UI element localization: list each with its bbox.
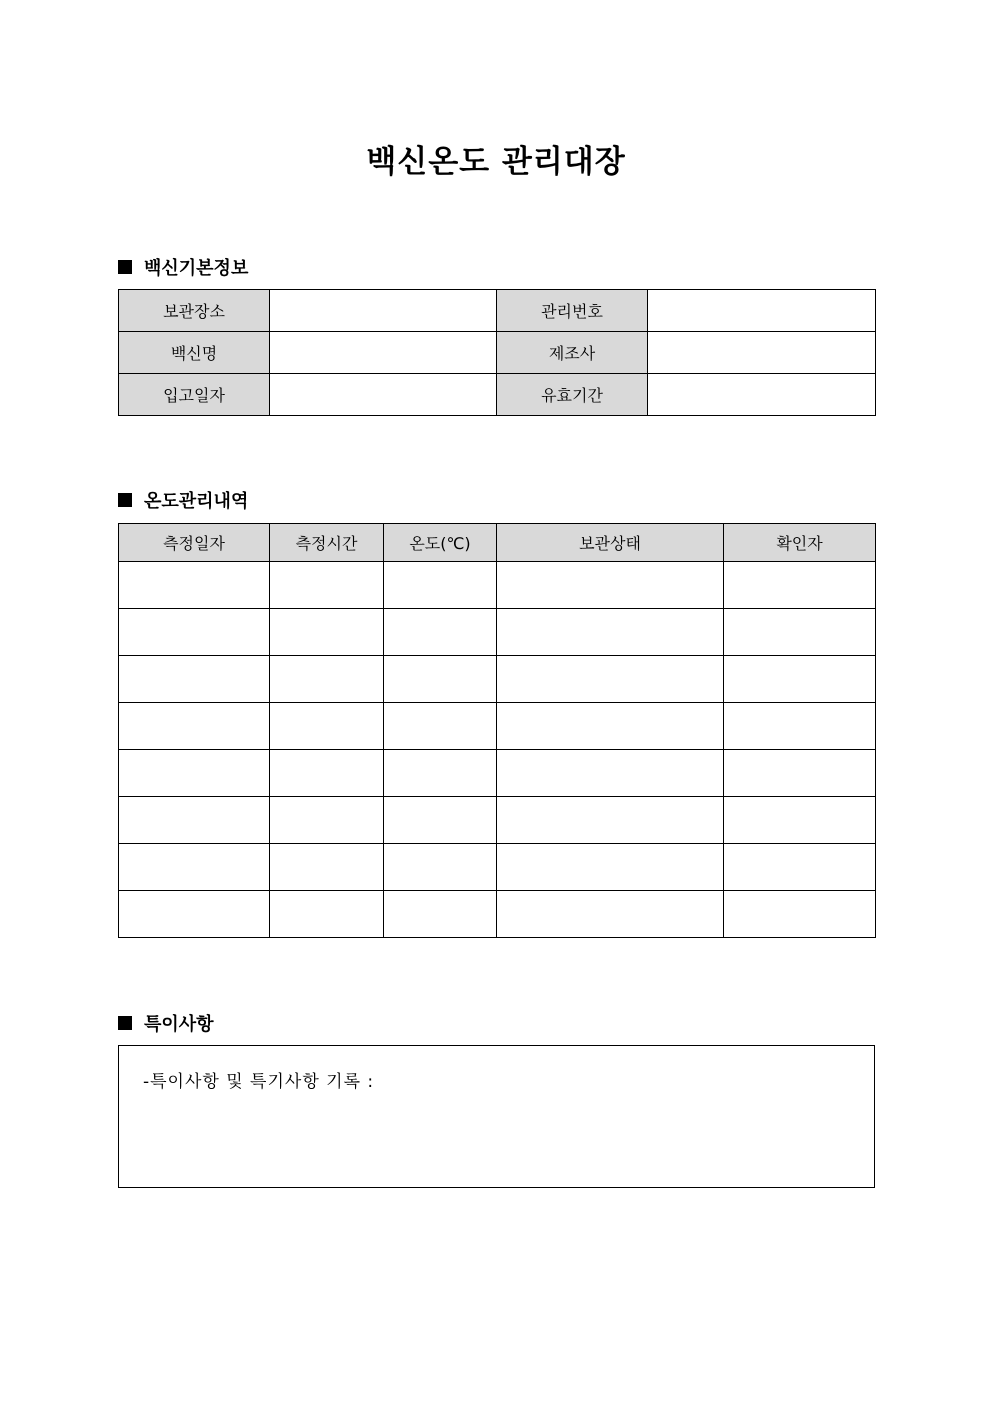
- table-cell[interactable]: [497, 609, 724, 656]
- label-cell: 관리번호: [497, 290, 648, 332]
- table-cell[interactable]: [497, 797, 724, 844]
- table-row: [119, 703, 876, 750]
- table-cell[interactable]: [119, 562, 270, 609]
- table-cell[interactable]: [384, 891, 497, 938]
- black-square-icon: [118, 1016, 132, 1030]
- table-row: [119, 562, 876, 609]
- table-cell[interactable]: [724, 703, 876, 750]
- label-cell: 입고일자: [119, 374, 270, 416]
- table-cell[interactable]: [497, 844, 724, 891]
- table-cell[interactable]: [384, 609, 497, 656]
- table-row: [119, 609, 876, 656]
- basic-info-table: [118, 289, 876, 416]
- remarks-text: -특이사항 및 특기사항 기록 :: [143, 1072, 375, 1092]
- table-cell[interactable]: [119, 703, 270, 750]
- table-cell[interactable]: [270, 750, 384, 797]
- label-cell: 제조사: [497, 332, 648, 374]
- table-cell[interactable]: [497, 656, 724, 703]
- label-cell: 보관장소: [119, 290, 270, 332]
- label-cell: 백신명: [119, 332, 270, 374]
- table-row: [119, 797, 876, 844]
- table-cell[interactable]: [384, 750, 497, 797]
- value-cell-vaccine-name[interactable]: [270, 332, 497, 374]
- table-cell[interactable]: [724, 562, 876, 609]
- column-header: 확인자: [724, 524, 876, 562]
- column-header: 측정일자: [119, 524, 270, 562]
- table-cell[interactable]: [724, 609, 876, 656]
- table-cell[interactable]: [119, 609, 270, 656]
- table-cell[interactable]: [270, 656, 384, 703]
- table-cell[interactable]: [384, 797, 497, 844]
- value-cell-receipt-date[interactable]: [270, 374, 497, 416]
- table-cell[interactable]: [497, 891, 724, 938]
- table-row: [119, 656, 876, 703]
- table-cell[interactable]: [270, 562, 384, 609]
- remarks-box[interactable]: [118, 1045, 875, 1188]
- page-title: 백신온도 관리대장: [366, 144, 626, 180]
- table-cell[interactable]: [724, 797, 876, 844]
- section-heading-basic-info: [118, 254, 248, 280]
- table-cell[interactable]: [119, 844, 270, 891]
- section-heading-label: 온도관리내역: [144, 491, 249, 512]
- table-cell[interactable]: [119, 656, 270, 703]
- table-cell[interactable]: [119, 797, 270, 844]
- temperature-log-table: [118, 523, 876, 938]
- section-heading-temperature-log: [118, 487, 248, 513]
- table-row: [119, 374, 876, 416]
- table-cell[interactable]: [497, 750, 724, 797]
- table-row: [119, 891, 876, 938]
- value-cell-storage-location[interactable]: [270, 290, 497, 332]
- table-cell[interactable]: [724, 656, 876, 703]
- table-row: [119, 844, 876, 891]
- table-cell[interactable]: [270, 797, 384, 844]
- table-cell[interactable]: [270, 703, 384, 750]
- black-square-icon: [118, 260, 132, 274]
- section-heading-label: 특이사항: [144, 1014, 214, 1035]
- table-row: [119, 750, 876, 797]
- table-cell[interactable]: [384, 703, 497, 750]
- section-heading-remarks: [118, 1010, 214, 1036]
- table-cell[interactable]: [384, 562, 497, 609]
- value-cell-management-number[interactable]: [648, 290, 876, 332]
- table-cell[interactable]: [724, 750, 876, 797]
- table-cell[interactable]: [497, 562, 724, 609]
- black-square-icon: [118, 493, 132, 507]
- table-cell[interactable]: [270, 891, 384, 938]
- column-header: 보관상태: [497, 524, 724, 562]
- table-cell[interactable]: [497, 703, 724, 750]
- table-cell[interactable]: [119, 891, 270, 938]
- table-cell[interactable]: [724, 844, 876, 891]
- table-row: [119, 332, 876, 374]
- table-cell[interactable]: [384, 844, 497, 891]
- label-cell: 유효기간: [497, 374, 648, 416]
- table-header-row: [119, 524, 876, 562]
- table-cell[interactable]: [270, 609, 384, 656]
- table-row: [119, 290, 876, 332]
- value-cell-expiry-period[interactable]: [648, 374, 876, 416]
- column-header: 측정시간: [270, 524, 384, 562]
- value-cell-manufacturer[interactable]: [648, 332, 876, 374]
- section-heading-label: 백신기본정보: [144, 258, 249, 279]
- table-cell[interactable]: [724, 891, 876, 938]
- table-cell[interactable]: [384, 656, 497, 703]
- table-cell[interactable]: [119, 750, 270, 797]
- table-cell[interactable]: [270, 844, 384, 891]
- column-header: 온도(℃): [384, 524, 497, 562]
